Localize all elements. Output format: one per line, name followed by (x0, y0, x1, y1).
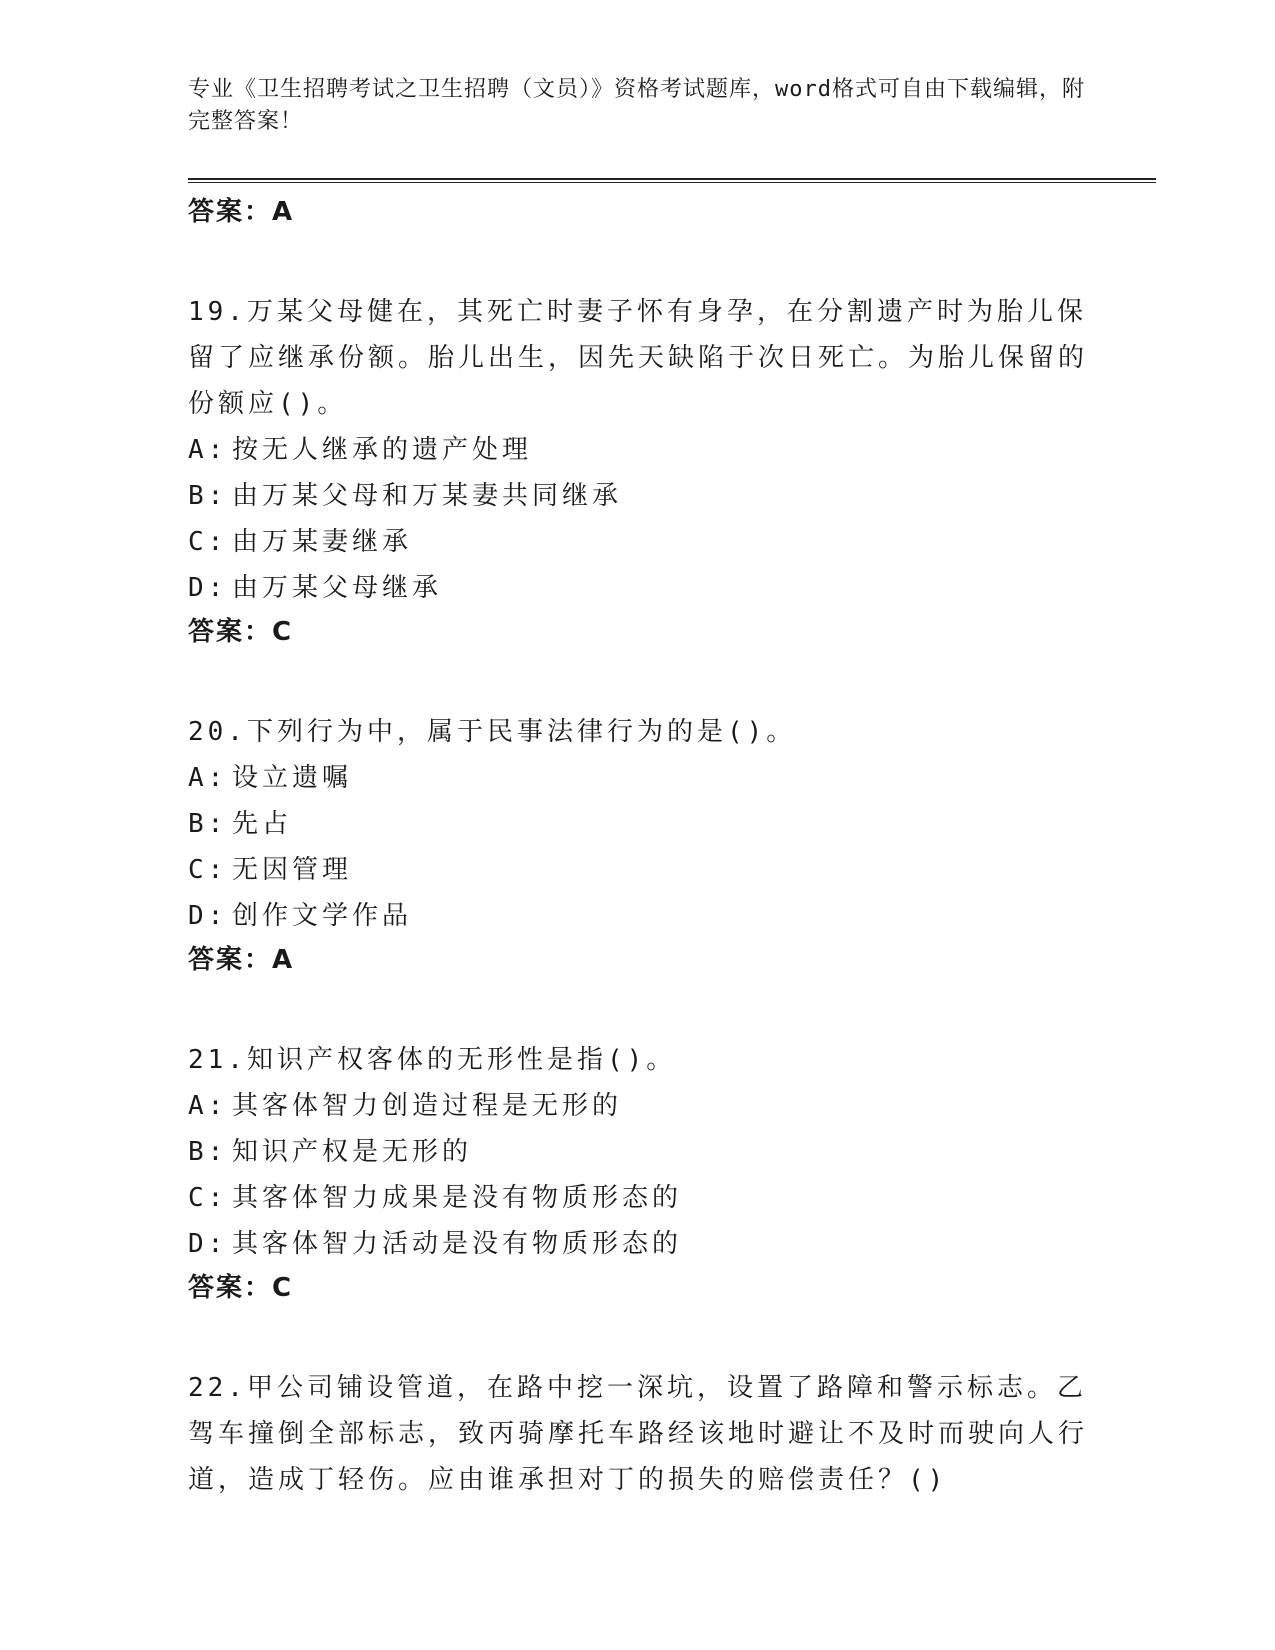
option-text: 先占 (232, 809, 293, 839)
question-text: 19.万某父母健在，其死亡时妻子怀有身孕，在分割遗产时为胎儿保留了应继承份额。胎儿出生，因先天缺陷于次日死亡。为胎儿保留的份额应()。 (188, 297, 1089, 419)
option-a (188, 1083, 1088, 1129)
option-key: D: (188, 573, 228, 603)
option-key: B: (188, 809, 228, 839)
question-22 (188, 1365, 1088, 1503)
document-header: 专业《卫生招聘考试之卫生招聘（文员）》资格考试题库，word格式可自由下载编辑，附完整答案！ (188, 77, 1085, 134)
option-d (188, 1221, 1088, 1267)
option-a (188, 427, 1088, 473)
option-d (188, 565, 1088, 611)
header-divider (188, 178, 1156, 183)
option-key: A: (188, 435, 228, 465)
option-b (188, 473, 1088, 519)
option-c (188, 847, 1088, 893)
option-a (188, 755, 1088, 801)
option-text: 由万某父母和万某妻共同继承 (232, 481, 623, 511)
option-c (188, 519, 1088, 565)
option-text: 由万某妻继承 (232, 527, 413, 557)
option-d (188, 893, 1088, 939)
option-c (188, 1175, 1088, 1221)
option-key: C: (188, 527, 228, 557)
option-text: 设立遗嘱 (232, 763, 353, 793)
answer-line: 答案：C (188, 617, 294, 647)
option-text: 按无人继承的遗产处理 (232, 435, 533, 465)
option-text: 创作文学作品 (232, 901, 413, 931)
answer-line: 答案：C (188, 1273, 294, 1303)
option-text: 知识产权是无形的 (232, 1137, 473, 1167)
option-key: D: (188, 901, 228, 931)
option-key: A: (188, 1091, 228, 1121)
question-21 (188, 1037, 1088, 1309)
answer-line: 答案：A (188, 945, 295, 975)
question-19 (188, 289, 1088, 653)
option-key: C: (188, 855, 228, 885)
option-key: B: (188, 1137, 228, 1167)
option-text: 其客体智力活动是没有物质形态的 (232, 1229, 683, 1259)
option-b (188, 1129, 1088, 1175)
option-key: D: (188, 1229, 228, 1259)
option-b (188, 801, 1088, 847)
option-text: 无因管理 (232, 855, 353, 885)
question-list (188, 191, 1088, 1503)
option-key: C: (188, 1183, 228, 1213)
question-text: 20.下列行为中，属于民事法律行为的是()。 (188, 717, 797, 747)
answer-line: 答案：A (188, 197, 295, 227)
question-text: 21.知识产权客体的无形性是指()。 (188, 1045, 677, 1075)
option-key: B: (188, 481, 228, 511)
question-text: 22.甲公司铺设管道，在路中挖一深坑，设置了路障和警示标志。乙驾车撞倒全部标志，致丙骑摩托车路经该地时避让不及时而驶向人行道，造成丁轻伤。应由谁承担对丁的损失的赔偿责任？() (188, 1373, 1089, 1495)
option-text: 由万某父母继承 (232, 573, 443, 603)
option-key: A: (188, 763, 228, 793)
option-text: 其客体智力成果是没有物质形态的 (232, 1183, 683, 1213)
question-20 (188, 709, 1088, 981)
option-text: 其客体智力创造过程是无形的 (232, 1091, 623, 1121)
